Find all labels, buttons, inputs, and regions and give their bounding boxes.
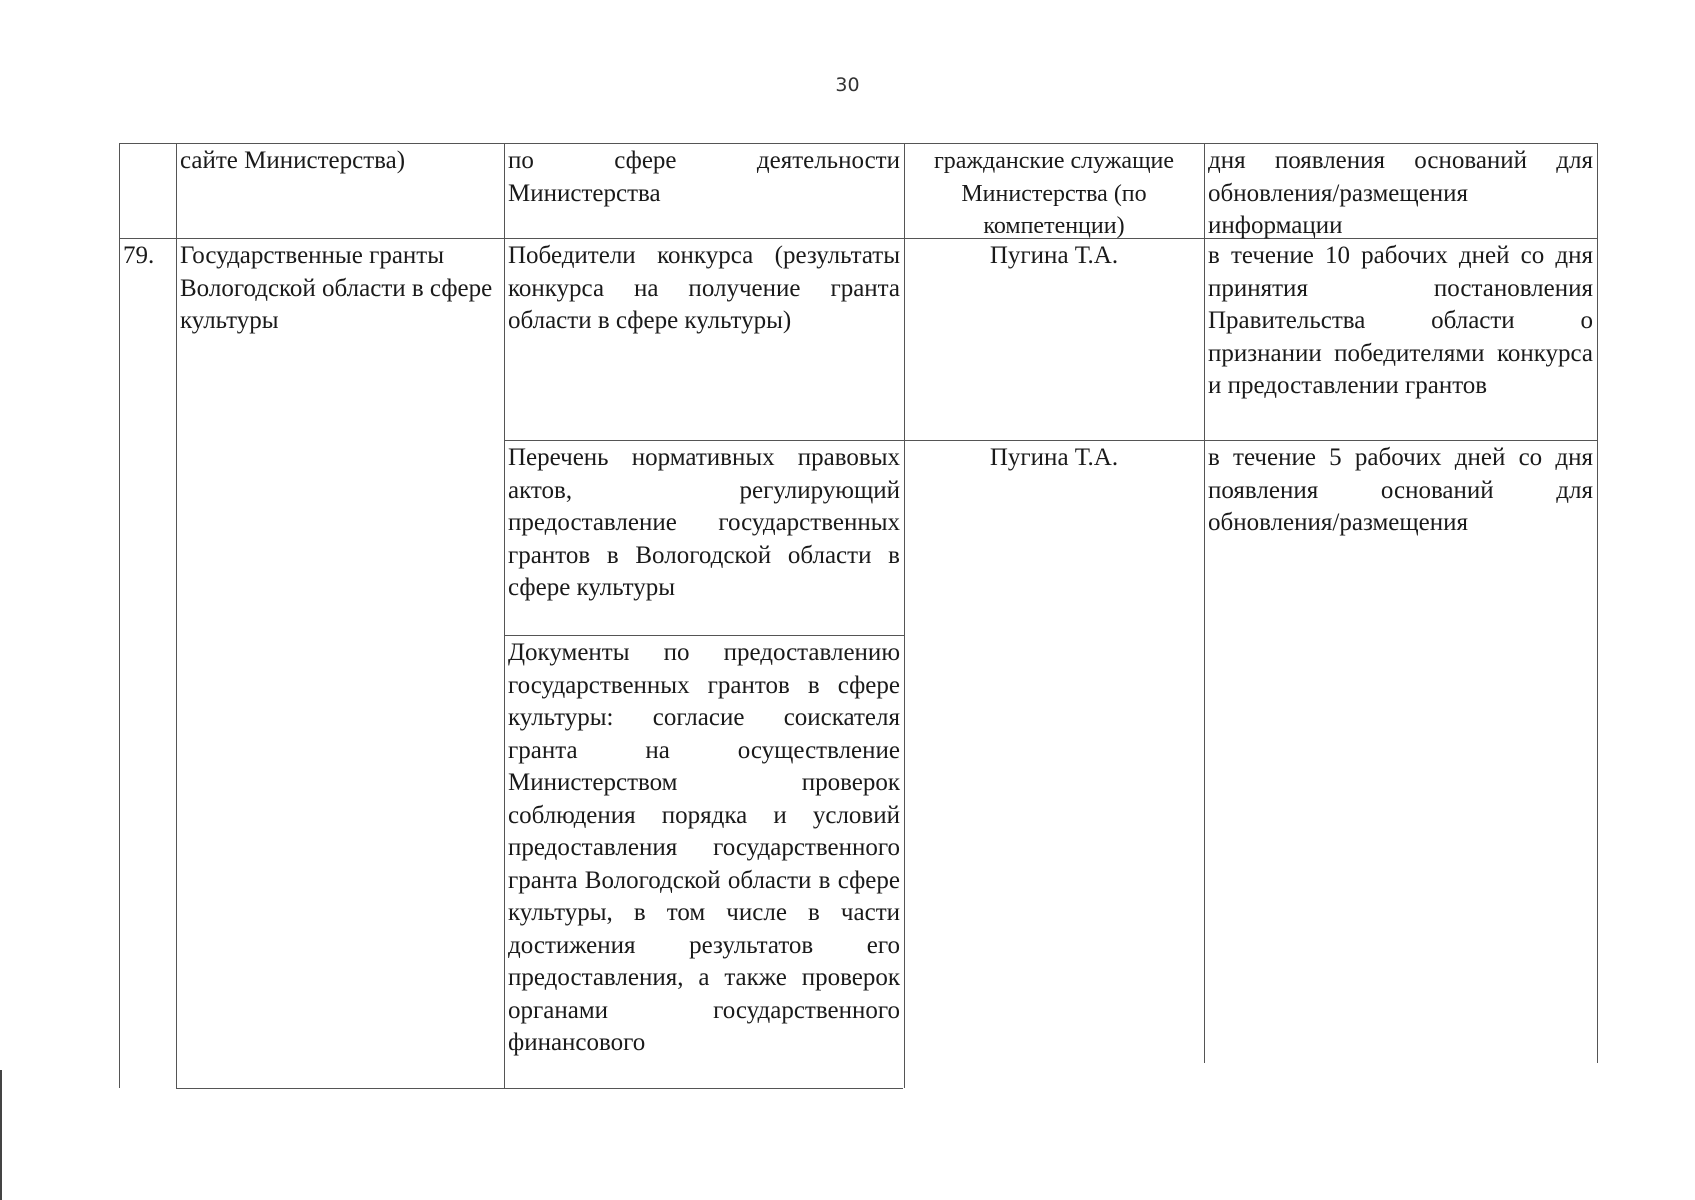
deadline-text: в течение 10 рабочих дней со дня принятия постановления Правительства области о признании победителями конкурса и предоставлении грантов xyxy=(1208,242,1593,399)
info-item-documents: Документы по предоставлению государственных грантов в сфере культуры: согласие соискателя гранта на осуществление Министерством проверок соблюдения порядка и условий предоставления государственного гранта Вологодской области в сфере культуры, в том числе в части достижения результатов его предоставления, а также проверок органами государственного финансового xyxy=(508,639,900,1056)
item-separator xyxy=(504,440,1597,441)
column-divider xyxy=(904,143,905,1088)
info-item-winners: Победители конкурса (результаты конкурса на получение гранта области в сфере культуры) xyxy=(508,242,900,334)
resource-name: Государственные гранты Вологодской области в сфере культуры xyxy=(180,242,493,334)
scan-edge-mark xyxy=(0,1070,2,1200)
info-item-regulations: Перечень нормативных правовых актов, регулирующий предоставление государственных грантов в Вологодской области в сфере культуры xyxy=(508,444,900,601)
responsible-person: Пугина Т.А. xyxy=(989,242,1119,269)
table-top-border xyxy=(119,143,1597,144)
continuation-responsible: гражданские служащие Министерства (по компетенции) xyxy=(933,148,1175,239)
table-right-border xyxy=(1597,143,1598,1063)
table-left-border xyxy=(119,143,120,1088)
continuation-resource: сайте Министерства) xyxy=(180,147,406,174)
document-table xyxy=(119,143,1599,1089)
table-bottom-fragment xyxy=(176,1088,903,1089)
row-number: 79. xyxy=(123,242,155,269)
continuation-info: по сфере деятельности Министерства xyxy=(508,147,900,207)
page-number: 30 xyxy=(835,74,860,96)
deadline-text: в течение 5 рабочих дней со дня появления оснований для обновления/размещения xyxy=(1208,444,1593,536)
continuation-deadline: дня появления оснований для обновления/размещения информации xyxy=(1208,147,1593,239)
item-separator xyxy=(504,635,904,636)
responsible-person: Пугина Т.А. xyxy=(989,444,1119,471)
